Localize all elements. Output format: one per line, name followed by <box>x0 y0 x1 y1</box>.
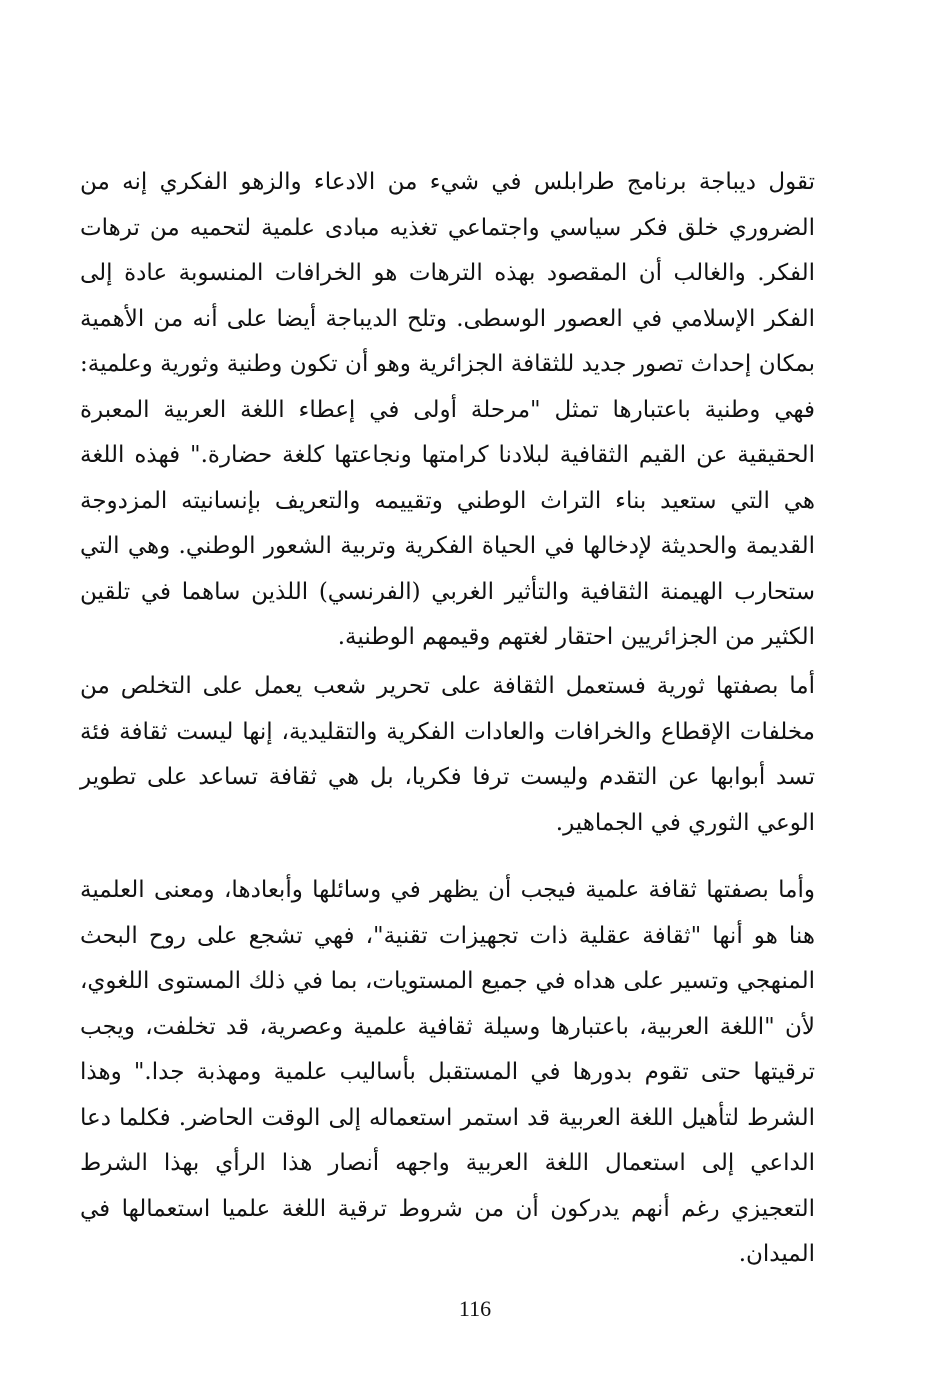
page-number: 116 <box>458 1296 492 1321</box>
paragraph-3: وأما بصفتها ثقافة علمية فيجب أن يظهر في وسائلها وأبعادها، ومعنى العلمية هنا هو أنها "ثقافة عقلية ذات تجهيزات تقنية"، فهي تشجع على روح البحث المنهجي وتسير على هداه في جميع المستويات، بما في ذلك المستوى اللغوي، لأن "اللغة العربية، باعتبارها وسيلة ثقافية علمية وعصرية، قد تخلفت، ويجب ترقيتها حتى تقوم بدورها في المستقبل بأساليب علمية ومهذبة جدا." وهذا الشرط لتأهيل اللغة العربية قد استمر استعماله إلى الوقت الحاضر. فكلما دعا الداعي إلى استعمال اللغة العربية واجهه أنصار هذا الرأي بهذا الشرط التعجيزي رغم أنهم يدركون أن من شروط ترقية اللغة علميا استعمالها في الميدان. <box>80 877 815 1267</box>
paragraph-1: تقول ديباجة برنامج طرابلس في شيء من الادعاء والزهو الفكري إنه من الضروري خلق فكر سياسي واجتماعي تغذيه مبادى علمية لتحميه من ترهات الفكر. والغالب أن المقصود بهذه الترهات هو الخرافات المنسوبة عادة إلى الفكر الإسلامي في العصور الوسطى. وتلح الديباجة أيضا على أنه من الأهمية بمكان إحداث تصور جديد للثقافة الجزائرية وهو أن تكون وطنية وثورية وعلمية: فهي وطنية باعتبارها تمثل "مرحلة أولى في إعطاء اللغة العربية المعبرة الحقيقية عن القيم الثقافية لبلادنا كرامتها ونجاعتها كلغة حضارة." فهذه اللغة هي التي ستعيد بناء التراث الوطني وتقييمه والتعريف بإنسانيته المزدوجة القديمة والحديثة لإدخالها في الحياة الفكرية وتربية الشعور الوطني. وهي التي ستحارب الهيمنة الثقافية والتأثير الغربي (الفرنسي) اللذين ساهما في تلقين الكثير من الجزائريين احتقار لغتهم وقيمهم الوطنية. <box>80 169 815 650</box>
paragraph-2: أما بصفتها ثورية فستعمل الثقافة على تحرير شعب يعمل على التخلص من مخلفات الإقطاع والخرافات والعادات الفكرية والتقليدية، إنها ليست ثقافة فئة تسد أبوابها عن التقدم وليست ترفا فكريا، بل هي ثقافة تساعد على تطوير الوعي الثوري في الجماهير. <box>80 673 815 836</box>
